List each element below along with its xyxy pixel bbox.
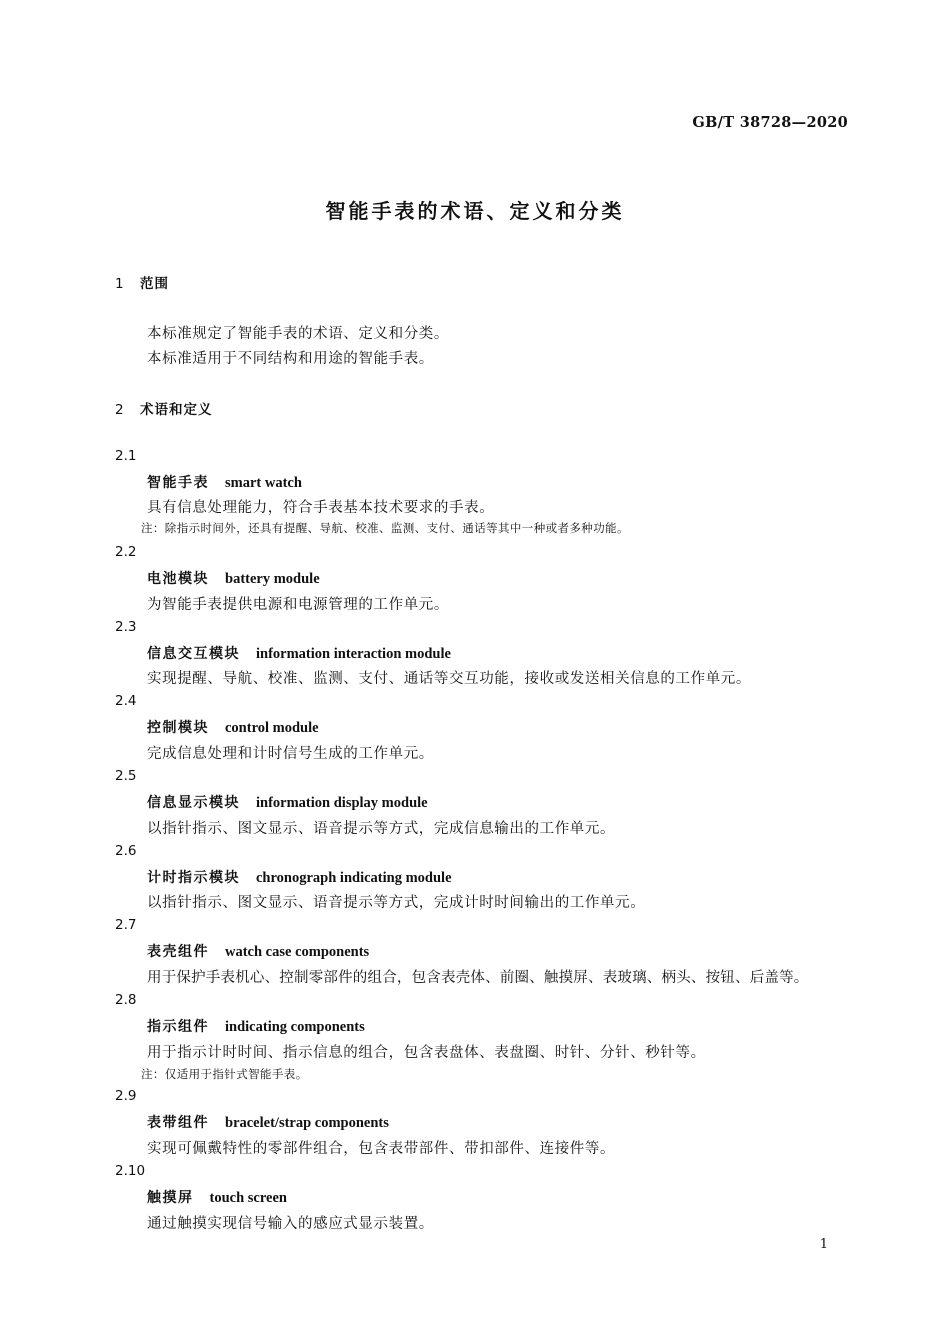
- term-definition: 以指针指示、图文显示、语音提示等方式，完成信息输出的工作单元。: [147, 821, 616, 837]
- term-definition: 为智能手表提供电源和电源管理的工作单元。: [147, 597, 449, 613]
- term-heading: 表带组件 bracelet/strap components: [147, 1115, 389, 1131]
- term-definition: 完成信息处理和计时信号生成的工作单元。: [147, 746, 434, 762]
- document-title: 智能手表的术语、定义和分类: [325, 199, 625, 223]
- entry-number: 2.9: [115, 1088, 137, 1104]
- term-note: 注：仅适用于指针式智能手表。: [141, 1067, 308, 1081]
- term-heading: 信息交互模块 information interaction module: [147, 646, 451, 662]
- standard-number: GB/T 38728—2020: [692, 114, 848, 131]
- term-definition: 通过触摸实现信号输入的感应式显示装置。: [147, 1216, 434, 1232]
- entry-number: 2.4: [115, 693, 137, 709]
- entry-number: 2.7: [115, 917, 137, 933]
- section-heading-terms: 2 术语和定义: [115, 402, 213, 418]
- term-definition: 具有信息处理能力，符合手表基本技术要求的手表。: [147, 500, 495, 516]
- term-heading: 电池模块 battery module: [147, 571, 320, 587]
- term-definition: 实现提醒、导航、校准、监测、支付、通话等交互功能，接收或发送相关信息的工作单元。: [147, 671, 751, 687]
- entry-number: 2.5: [115, 768, 137, 784]
- term-heading: 控制模块 control module: [147, 720, 319, 736]
- entry-number: 2.6: [115, 843, 137, 859]
- term-definition: 用于保护手表机心、控制零部件的组合，包含表壳体、前圈、触摸屏、表玻璃、柄头、按钮、后盖等。: [147, 970, 809, 986]
- entry-number: 2.8: [115, 992, 137, 1008]
- scope-paragraph: 本标准规定了智能手表的术语、定义和分类。: [147, 326, 449, 342]
- term-definition: 实现可佩戴特性的零部件组合，包含表带部件、带扣部件、连接件等。: [147, 1141, 616, 1157]
- scope-paragraph: 本标准适用于不同结构和用途的智能手表。: [147, 351, 434, 367]
- entry-number: 2.1: [115, 448, 137, 464]
- term-note: 注：除指示时间外，还具有提醒、导航、校准、监测、支付、通话等其中一种或者多种功能。: [141, 521, 629, 535]
- entry-number: 2.3: [115, 619, 137, 635]
- entry-number: 2.10: [115, 1163, 146, 1179]
- term-heading: 表壳组件 watch case components: [147, 944, 370, 960]
- term-heading: 智能手表 smart watch: [147, 475, 302, 491]
- term-definition: 以指针指示、图文显示、语音提示等方式，完成计时时间输出的工作单元。: [147, 895, 646, 911]
- term-heading: 触摸屏 touch screen: [147, 1190, 287, 1206]
- term-heading: 指示组件 indicating components: [147, 1019, 365, 1035]
- page-number: 1: [819, 1237, 828, 1252]
- term-heading: 信息显示模块 information display module: [147, 795, 428, 811]
- term-definition: 用于指示计时时间、指示信息的组合，包含表盘体、表盘圈、时针、分针、秒针等。: [147, 1045, 706, 1061]
- term-heading: 计时指示模块 chronograph indicating module: [147, 870, 452, 886]
- section-heading-scope: 1 范围: [115, 276, 169, 292]
- entry-number: 2.2: [115, 544, 137, 560]
